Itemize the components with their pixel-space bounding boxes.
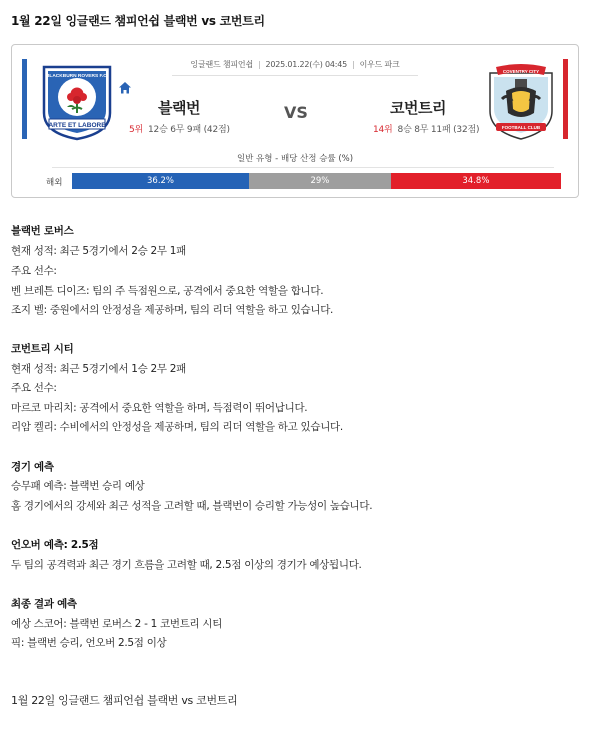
prediction-heading: 경기 예측: [11, 461, 54, 473]
home-color-bar: [22, 59, 27, 139]
overunder-heading: 언오버 예측: 2.5점: [11, 539, 99, 551]
vs-label: VS: [284, 103, 308, 122]
odds-home-bar: 36.2%: [72, 173, 249, 189]
prediction-line: 홈 경기에서의 강세와 최근 성적을 고려할 때, 블랙번이 승리할 가능성이 높습니다.: [11, 500, 373, 512]
final-line: 예상 스코어: 블랙번 로버스 2 - 1 코번트리 시티: [11, 618, 223, 630]
home-section-heading: 블랙번 로버스: [11, 225, 74, 237]
league-name: 잉글랜드 챔피언쉽: [190, 60, 253, 69]
final-heading: 최종 결과 예측: [11, 598, 77, 610]
away-team-record: [373, 122, 479, 135]
away-team-rank: 14위: [373, 125, 393, 135]
meta-divider: [172, 75, 418, 76]
away-section-line: 현재 성적: 최근 5경기에서 1승 2무 2패: [11, 363, 186, 375]
home-team-stats: 12승 6무 9패 (42점): [148, 125, 230, 135]
prediction-line: 승무패 예측: 블랙번 승리 예상: [11, 480, 145, 492]
odds-label: 해외: [46, 178, 63, 188]
odds-row: [12, 173, 578, 189]
home-team-rank: 5위: [129, 125, 144, 135]
home-section-line: 조지 벨: 중원에서의 안정성을 제공하며, 팀의 리더 역할을 하고 있습니다.: [11, 304, 334, 316]
home-team-name: 블랙번: [158, 99, 200, 117]
crest-bottom-text: FOOTBALL CLUB: [501, 125, 541, 130]
away-team-stats: 8승 8무 11패 (32점): [397, 125, 480, 135]
match-venue: 이우드 파크: [359, 60, 400, 69]
away-section-line: 리암 켈리: 수비에서의 안정성을 제공하며, 팀의 리더 역할을 하고 있습니다.: [11, 421, 343, 433]
crest-text: COVENTRY CITY: [502, 69, 540, 74]
crest-motto: ARTE ET LABORE: [48, 122, 106, 129]
home-icon: [118, 81, 132, 95]
match-meta: 잉글랜드 챔피언쉽 | 2025.01.22(수) 04:45 | 이우드 파크: [190, 60, 400, 69]
odds-bars: [72, 173, 561, 189]
overunder-line: 두 팀의 공격력과 최근 경기 흐름을 고려할 때, 2.5점 이상의 경기가 예상됩니다.: [11, 559, 362, 571]
page-title: 1월 22일 잉글랜드 챔피언쉽 블랙번 vs 코번트리: [11, 14, 265, 28]
home-section-line: 현재 성적: 최근 5경기에서 2승 2무 1패: [11, 245, 186, 257]
coventry-crest-icon: [482, 63, 560, 141]
home-section-line: 벤 브레튼 디이즈: 팀의 주 득점원으로, 공격에서 중요한 역할을 합니다.: [11, 285, 324, 297]
final-line: 픽: 블랙번 승리, 언오버 2.5점 이상: [11, 637, 167, 649]
home-team-record: [129, 122, 230, 135]
odds-away-bar: 34.8%: [391, 173, 561, 189]
away-section-line: 주요 선수:: [11, 382, 57, 394]
odds-title: 일반 유형 - 배당 산정 승률 (%): [236, 154, 354, 164]
odds-divider: [52, 167, 554, 168]
away-color-bar: [563, 59, 568, 139]
blackburn-crest-icon: [38, 63, 116, 141]
away-section-heading: 코번트리 시티: [11, 343, 74, 355]
match-datetime: 2025.01.22(수) 04:45: [265, 60, 348, 69]
match-card: [11, 44, 579, 198]
away-section-line: 마르코 마리치: 공격에서 중요한 역할을 하며, 득점력이 뛰어납니다.: [11, 402, 308, 414]
away-team-name: 코번트리: [390, 99, 446, 117]
footer-title: 1월 22일 잉글랜드 챔피언쉽 블랙번 vs 코번트리: [11, 694, 238, 707]
crest-text: BLACKBURN ROVERS F.C.: [45, 74, 109, 79]
odds-draw-bar: 29%: [249, 173, 391, 189]
home-section-line: 주요 선수:: [11, 265, 57, 277]
